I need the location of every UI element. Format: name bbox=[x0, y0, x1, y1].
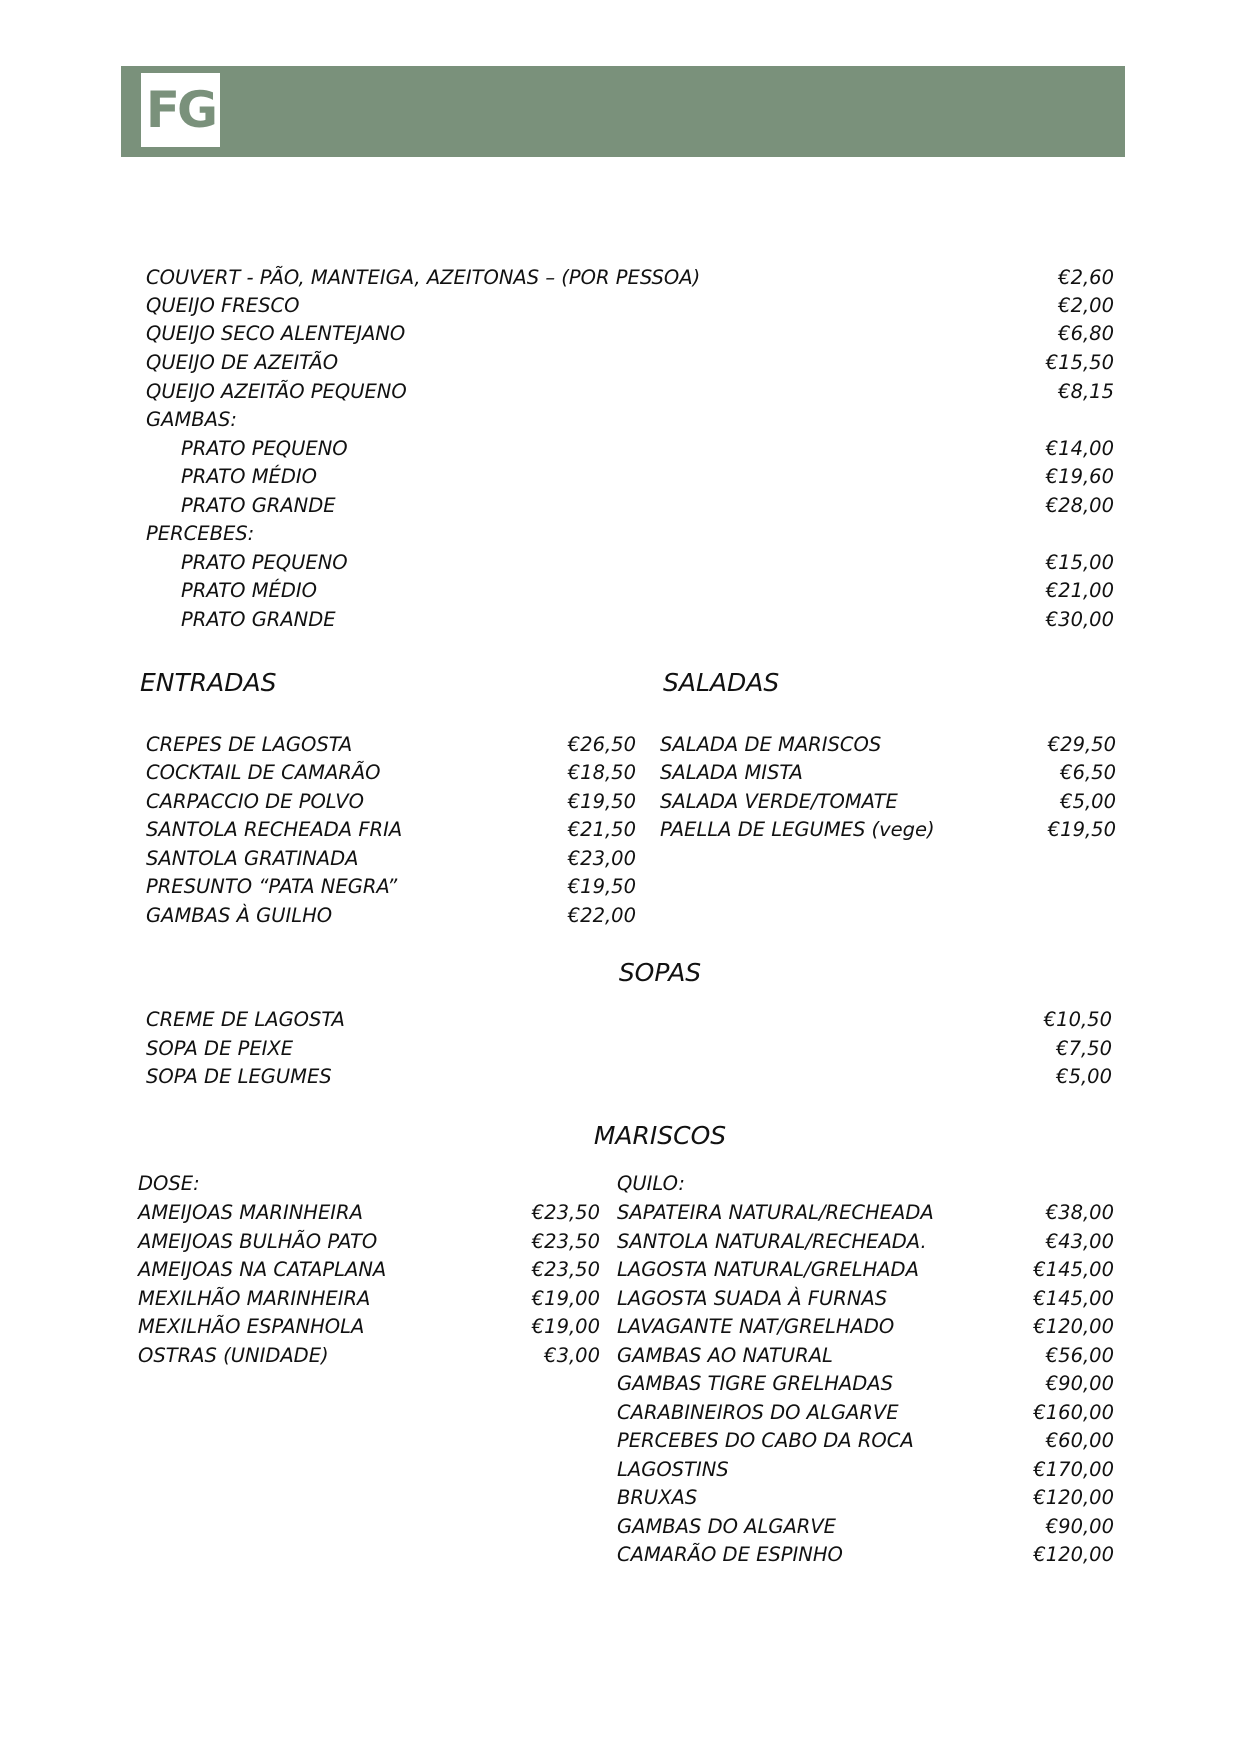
menu-item bbox=[617, 1370, 1114, 1398]
item-label: GAMBAS DO ALGARVE bbox=[617, 1515, 836, 1538]
menu-item bbox=[181, 606, 1114, 634]
menu-item bbox=[146, 759, 636, 787]
item-label: CREME DE LAGOSTA bbox=[146, 1008, 345, 1031]
item-label: PRATO PEQUENO bbox=[181, 437, 348, 460]
menu-item bbox=[181, 577, 1114, 605]
menu-item bbox=[146, 292, 1114, 320]
item-label: SANTOLA NATURAL/RECHEADA. bbox=[617, 1230, 927, 1253]
menu-item bbox=[181, 435, 1114, 463]
item-price: €120,00 bbox=[1033, 1315, 1114, 1338]
item-price: €120,00 bbox=[1033, 1543, 1114, 1566]
item-label: COCKTAIL DE CAMARÃO bbox=[146, 761, 381, 784]
menu-item bbox=[660, 759, 1116, 787]
item-label: AMEIJOAS NA CATAPLANA bbox=[138, 1258, 387, 1281]
item-price: €29,50 bbox=[1047, 733, 1116, 756]
item-price: €15,00 bbox=[1045, 551, 1114, 574]
menu-item bbox=[617, 1399, 1114, 1427]
menu-item bbox=[138, 1256, 600, 1284]
subgroup-label: GAMBAS: bbox=[146, 408, 237, 431]
item-price: €90,00 bbox=[1045, 1372, 1114, 1395]
menu-item bbox=[617, 1427, 1114, 1455]
menu-item bbox=[138, 1313, 600, 1341]
brand-logo bbox=[141, 73, 220, 147]
header-banner bbox=[121, 66, 1125, 157]
item-label: PRATO MÉDIO bbox=[181, 465, 317, 488]
item-price: €21,50 bbox=[567, 818, 636, 841]
item-label: PRATO GRANDE bbox=[181, 494, 336, 517]
item-price: €23,50 bbox=[531, 1230, 600, 1253]
item-price: €170,00 bbox=[1033, 1458, 1114, 1481]
menu-item bbox=[617, 1342, 1114, 1370]
section-title-saladas: SALADAS bbox=[663, 668, 780, 697]
item-price: €90,00 bbox=[1045, 1515, 1114, 1538]
item-price: €43,00 bbox=[1045, 1230, 1114, 1253]
item-price: €145,00 bbox=[1033, 1287, 1114, 1310]
item-price: €22,00 bbox=[567, 904, 636, 927]
menu-item bbox=[146, 1063, 1112, 1091]
item-label: SALADA DE MARISCOS bbox=[660, 733, 882, 756]
menu-item bbox=[146, 845, 636, 873]
menu-item bbox=[617, 1456, 1114, 1484]
menu-item bbox=[181, 463, 1114, 491]
item-price: €145,00 bbox=[1033, 1258, 1114, 1281]
item-price: €38,00 bbox=[1045, 1201, 1114, 1224]
item-price: €6,50 bbox=[1060, 761, 1116, 784]
item-label: SALADA MISTA bbox=[660, 761, 803, 784]
item-label: BRUXAS bbox=[617, 1486, 698, 1509]
item-price: €7,50 bbox=[1056, 1037, 1112, 1060]
item-price: €23,50 bbox=[531, 1201, 600, 1224]
item-price: €2,00 bbox=[1058, 294, 1114, 317]
menu-item bbox=[146, 349, 1114, 377]
item-price: €23,50 bbox=[531, 1258, 600, 1281]
subgroup-label: PERCEBES: bbox=[146, 522, 255, 545]
item-label: SALADA VERDE/TOMATE bbox=[660, 790, 898, 813]
item-price: €120,00 bbox=[1033, 1486, 1114, 1509]
item-label: MEXILHÃO MARINHEIRA bbox=[138, 1287, 371, 1310]
section-title-sopas: SOPAS bbox=[618, 958, 702, 987]
item-price: €8,15 bbox=[1058, 380, 1114, 403]
menu-item bbox=[146, 1006, 1112, 1034]
item-price: €19,50 bbox=[567, 790, 636, 813]
item-label: SANTOLA RECHEADA FRIA bbox=[146, 818, 403, 841]
menu-item bbox=[617, 1484, 1114, 1512]
menu-item bbox=[138, 1228, 600, 1256]
item-label: AMEIJOAS BULHÃO PATO bbox=[138, 1230, 378, 1253]
menu-item bbox=[138, 1199, 600, 1227]
item-label: GAMBAS AO NATURAL bbox=[617, 1344, 833, 1367]
menu-item bbox=[617, 1313, 1114, 1341]
section-title-mariscos: MARISCOS bbox=[593, 1121, 727, 1150]
menu-item bbox=[181, 549, 1114, 577]
menu-item bbox=[138, 1342, 600, 1370]
menu-item bbox=[146, 320, 1114, 348]
menu-item bbox=[617, 1256, 1114, 1284]
item-label: QUEIJO DE AZEITÃO bbox=[146, 351, 339, 374]
item-label: AMEIJOAS MARINHEIRA bbox=[138, 1201, 363, 1224]
item-label: OSTRAS (UNIDADE) bbox=[138, 1344, 329, 1367]
menu-item bbox=[617, 1228, 1114, 1256]
menu-item bbox=[660, 788, 1116, 816]
item-price: €160,00 bbox=[1033, 1401, 1114, 1424]
item-price: €19,50 bbox=[1047, 818, 1116, 841]
subgroup-label-gambas bbox=[146, 406, 1114, 434]
item-price: €6,80 bbox=[1058, 322, 1114, 345]
menu-item bbox=[146, 873, 636, 901]
menu-item bbox=[146, 816, 636, 844]
item-label: PAELLA DE LEGUMES (vege) bbox=[660, 818, 935, 841]
menu-item bbox=[138, 1285, 600, 1313]
section-title-entradas: ENTRADAS bbox=[140, 668, 277, 697]
item-price: €21,00 bbox=[1045, 579, 1114, 602]
item-label: SOPA DE LEGUMES bbox=[146, 1065, 332, 1088]
item-label: PERCEBES DO CABO DA ROCA bbox=[617, 1429, 914, 1452]
item-price: €15,50 bbox=[1045, 351, 1114, 374]
item-label: MEXILHÃO ESPANHOLA bbox=[138, 1315, 365, 1338]
item-price: €5,00 bbox=[1056, 1065, 1112, 1088]
subgroup-label-percebes bbox=[146, 520, 1114, 548]
item-label: LAGOSTA NATURAL/GRELHADA bbox=[617, 1258, 919, 1281]
item-label: CARABINEIROS DO ALGARVE bbox=[617, 1401, 899, 1424]
menu-item bbox=[146, 788, 636, 816]
item-label: LAGOSTA SUADA À FURNAS bbox=[617, 1287, 888, 1310]
menu-item bbox=[146, 378, 1114, 406]
menu-item bbox=[181, 492, 1114, 520]
menu-item bbox=[617, 1199, 1114, 1227]
menu-item bbox=[617, 1541, 1114, 1569]
item-label: PRATO PEQUENO bbox=[181, 551, 348, 574]
item-price: €28,00 bbox=[1045, 494, 1114, 517]
item-label: CAMARÃO DE ESPINHO bbox=[617, 1543, 843, 1566]
menu-item bbox=[660, 731, 1116, 759]
item-label: PRESUNTO “PATA NEGRA” bbox=[146, 875, 398, 898]
item-price: €26,50 bbox=[567, 733, 636, 756]
item-label: CARPACCIO DE POLVO bbox=[146, 790, 364, 813]
item-price: €2,60 bbox=[1058, 266, 1114, 289]
item-price: €19,00 bbox=[531, 1315, 600, 1338]
menu-item bbox=[660, 816, 1116, 844]
item-label: SOPA DE PEIXE bbox=[146, 1037, 294, 1060]
item-price: €23,00 bbox=[567, 847, 636, 870]
item-label: PRATO MÉDIO bbox=[181, 579, 317, 602]
item-label: COUVERT - PÃO, MANTEIGA, AZEITONAS – (POR PESSOA) bbox=[146, 266, 701, 289]
item-price: €10,50 bbox=[1043, 1008, 1112, 1031]
item-label: QUEIJO SECO ALENTEJANO bbox=[146, 322, 406, 345]
item-label: CREPES DE LAGOSTA bbox=[146, 733, 353, 756]
item-label: LAGOSTINS bbox=[617, 1458, 729, 1481]
item-price: €14,00 bbox=[1045, 437, 1114, 460]
menu-item bbox=[146, 1035, 1112, 1063]
item-label: QUEIJO FRESCO bbox=[146, 294, 300, 317]
item-label: SAPATEIRA NATURAL/RECHEADA bbox=[617, 1201, 934, 1224]
item-price: €19,00 bbox=[531, 1287, 600, 1310]
subgroup-label-quilo bbox=[617, 1170, 1114, 1198]
menu-item bbox=[146, 264, 1114, 292]
menu-item bbox=[146, 902, 636, 930]
subgroup-label: QUILO: bbox=[617, 1172, 685, 1195]
menu-item bbox=[617, 1513, 1114, 1541]
item-label: SANTOLA GRATINADA bbox=[146, 847, 359, 870]
item-price: €19,50 bbox=[567, 875, 636, 898]
subgroup-label: DOSE: bbox=[138, 1172, 200, 1195]
item-price: €30,00 bbox=[1045, 608, 1114, 631]
menu-item bbox=[146, 731, 636, 759]
subgroup-label-dose bbox=[138, 1170, 600, 1198]
item-label: LAVAGANTE NAT/GRELHADO bbox=[617, 1315, 895, 1338]
item-label: GAMBAS TIGRE GRELHADAS bbox=[617, 1372, 893, 1395]
item-price: €5,00 bbox=[1060, 790, 1116, 813]
menu-item bbox=[617, 1285, 1114, 1313]
item-label: PRATO GRANDE bbox=[181, 608, 336, 631]
item-price: €19,60 bbox=[1045, 465, 1114, 488]
item-price: €60,00 bbox=[1045, 1429, 1114, 1452]
item-price: €18,50 bbox=[567, 761, 636, 784]
logo-text: FG bbox=[145, 81, 216, 139]
item-price: €56,00 bbox=[1045, 1344, 1114, 1367]
item-label: GAMBAS À GUILHO bbox=[146, 904, 333, 927]
item-price: €3,00 bbox=[544, 1344, 600, 1367]
item-label: QUEIJO AZEITÃO PEQUENO bbox=[146, 380, 407, 403]
